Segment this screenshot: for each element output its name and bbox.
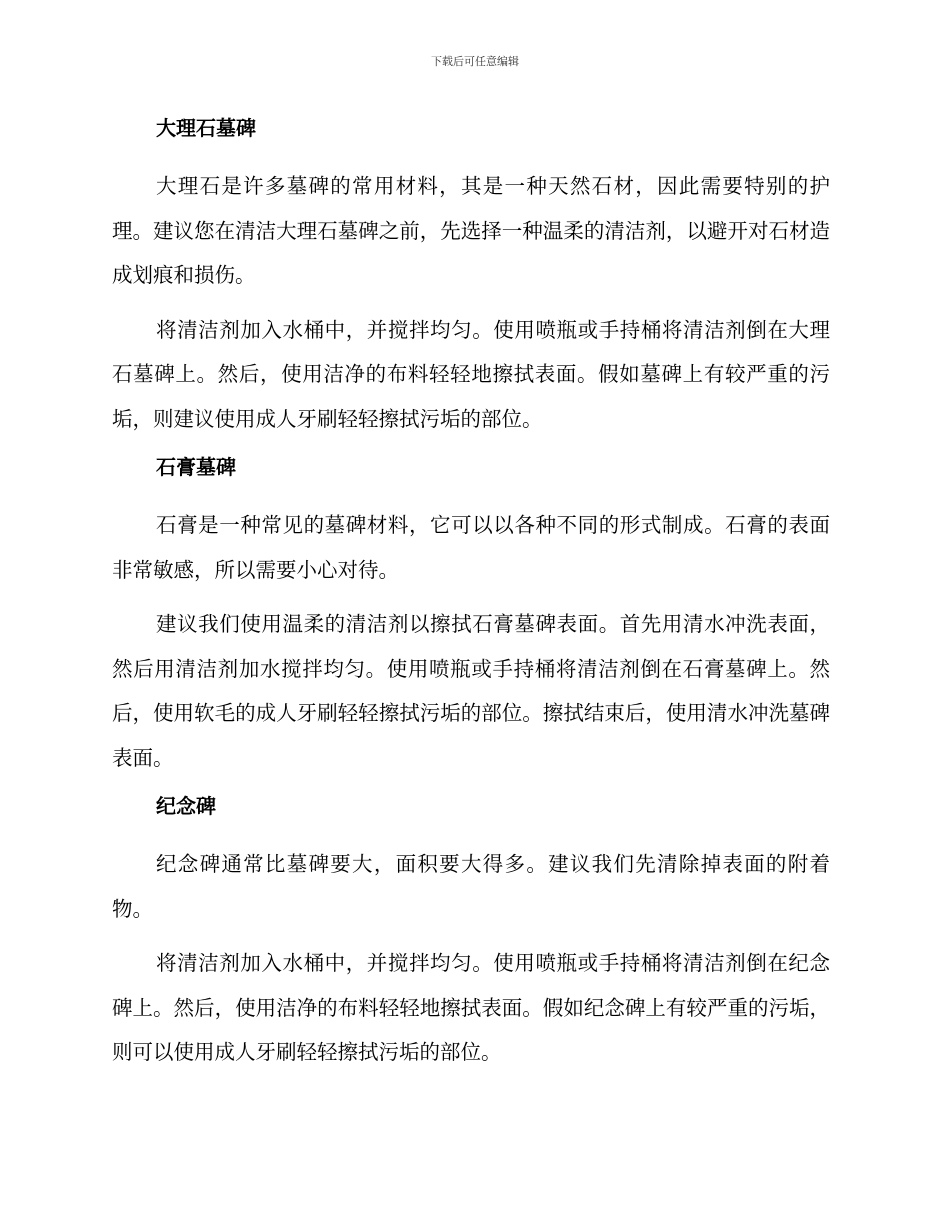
- section-marble: [112, 112, 830, 441]
- section-heading: 石膏墓碑: [156, 455, 236, 479]
- section-monument: [112, 790, 830, 1075]
- paragraph: 大理石是许多墓碑的常用材料，其是一种天然石材，因此需要特别的护理。建议您在清洁大理石墓碑之前，先选择一种温柔的清洁剂，以避开对石材造成划痕和损伤。: [112, 174, 830, 287]
- page-header: 下载后可任意编辑: [431, 55, 519, 68]
- section-heading: 纪念碑: [156, 794, 216, 818]
- paragraph: 石膏是一种常见的墓碑材料，它可以以各种不同的形式制成。石膏的表面非常敏感，所以需要小心对待。: [112, 513, 830, 582]
- section-plaster: [112, 451, 830, 780]
- paragraph: 建议我们使用温柔的清洁剂以擦拭石膏墓碑表面。首先用清水冲洗表面，然后用清洁剂加水搅拌均匀。使用喷瓶或手持桶将清洁剂倒在石膏墓碑上。然后，使用软毛的成人牙刷轻轻擦拭污垢的部位。擦拭结束后，使用清水冲洗墓碑表面。: [112, 612, 830, 770]
- paragraph: 将清洁剂加入水桶中，并搅拌均匀。使用喷瓶或手持桶将清洁剂倒在纪念碑上。然后，使用洁净的布料轻轻地擦拭表面。假如纪念碑上有较严重的污垢，则可以使用成人牙刷轻轻擦拭污垢的部位。: [112, 951, 830, 1064]
- paragraph: 将清洁剂加入水桶中，并搅拌均匀。使用喷瓶或手持桶将清洁剂倒在大理石墓碑上。然后，使用洁净的布料轻轻地擦拭表面。假如墓碑上有较严重的污垢，则建议使用成人牙刷轻轻擦拭污垢的部位。: [112, 317, 830, 431]
- section-heading: 大理石墓碑: [156, 116, 256, 140]
- document-body: [112, 112, 830, 1085]
- paragraph: 纪念碑通常比墓碑要大，面积要大得多。建议我们先清除掉表面的附着物。: [112, 852, 830, 921]
